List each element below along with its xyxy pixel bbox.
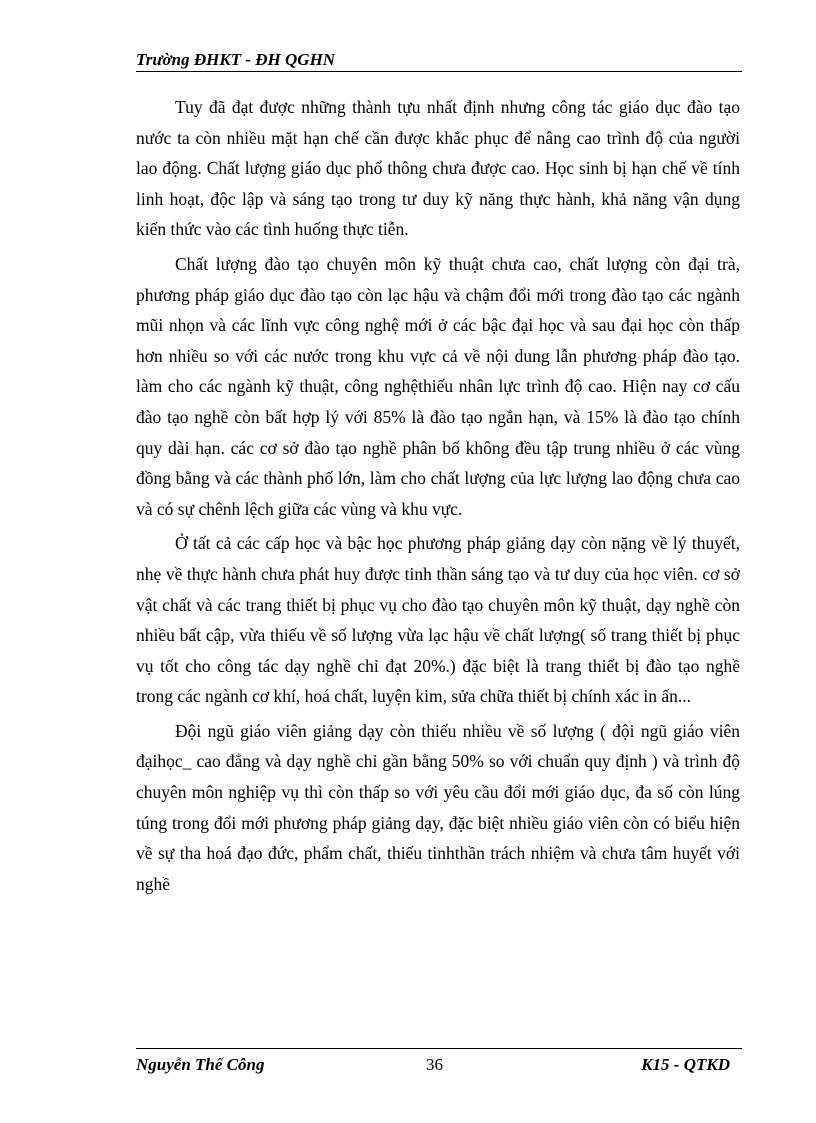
footer-author: Nguyễn Thế Công	[136, 1055, 265, 1074]
footer-class-code: K15 - QTKD	[641, 1055, 730, 1074]
paragraph: Ở tất cả các cấp học và bậc học phương pháp giảng dạy còn nặng về lý thuyết, nhẹ về thực hành chưa phát huy được tinh thần sáng tạo và tư duy của học viên. cơ sở vật chất và các trang thiết bị phục vụ cho đào tạo chuyên môn kỹ thuật, dạy nghề còn nhiều bất cập, vừa thiếu về số lượng vừa lạc hậu về chất lượng( số trang thiết bị phục vụ tốt cho công tác dạy nghề chỉ đạt 20%.) đặc biệt là trang thiết bị đào tạo nghề trong các ngành cơ khí, hoá chất, luyện kim, sửa chữa thiết bị chính xác in ấn...	[136, 533, 740, 707]
paragraph: Chất lượng đào tạo chuyên môn kỹ thuật chưa cao, chất lượng còn đại trà, phương pháp giáo dục đào tạo còn lạc hậu và chậm đổi mới trong đào tạo các ngành mũi nhọn và các lĩnh vực công nghệ mới ở các bậc đại học và sau đại học còn thấp hơn nhiều so với các nước trong khu vực cả về nội dung lẫn phương pháp đào tạo. làm cho các ngành kỹ thuật, công nghệthiếu nhân lực trình độ cao. Hiện nay cơ cấu đào tạo nghề còn bất hợp lý với 85% là đào tạo ngắn hạn, và 15% là đào tạo chính quy dài hạn. các cơ sở đào tạo nghề phân bố không đều tập trung nhiều ở các vùng đồng bằng và các thành phố lớn, làm cho chất lượng của lực lượng lao động chưa cao và có sự chênh lệch giữa các vùng và khu vực.	[136, 253, 740, 519]
body-text	[136, 92, 740, 899]
page-header	[136, 50, 742, 70]
header-divider	[136, 71, 742, 72]
page-number: 36	[426, 1055, 443, 1074]
page-footer	[136, 1048, 742, 1082]
header-title: Trường ĐHKT - ĐH QGHN	[136, 50, 336, 69]
paragraph: Tuy đã đạt được những thành tựu nhất định nhưng công tác giáo dục đào tạo nước ta còn nhiều mặt hạn chế cần được khắc phục để nâng cao trình độ của người lao động. Chất lượng giáo dục phổ thông chưa được cao. Học sinh bị hạn chế về tính linh hoạt, độc lập và sáng tạo trong tư duy kỹ năng thực hành, khả năng vận dụng kiến thức vào các tình huống thực tiễn.	[136, 97, 740, 240]
paragraph: Đội ngũ giáo viên giảng dạy còn thiếu nhiều về số lượng ( đội ngũ giáo viên đạihọc_ cao đẳng và dạy nghề chỉ gần bằng 50% so với chuẩn quy định ) và trình độ chuyên môn nghiệp vụ thì còn thấp so với yêu cầu đổi mới giáo dục, đa số còn lúng túng trong đổi mới phương pháp giảng dạy, đặc biệt nhiều giáo viên còn có biểu hiện về sự tha hoá đạo đức, phẩm chất, thiếu tinhthần trách nhiệm và chưa tâm huyết với nghề	[136, 720, 740, 894]
footer-divider	[136, 1048, 742, 1049]
